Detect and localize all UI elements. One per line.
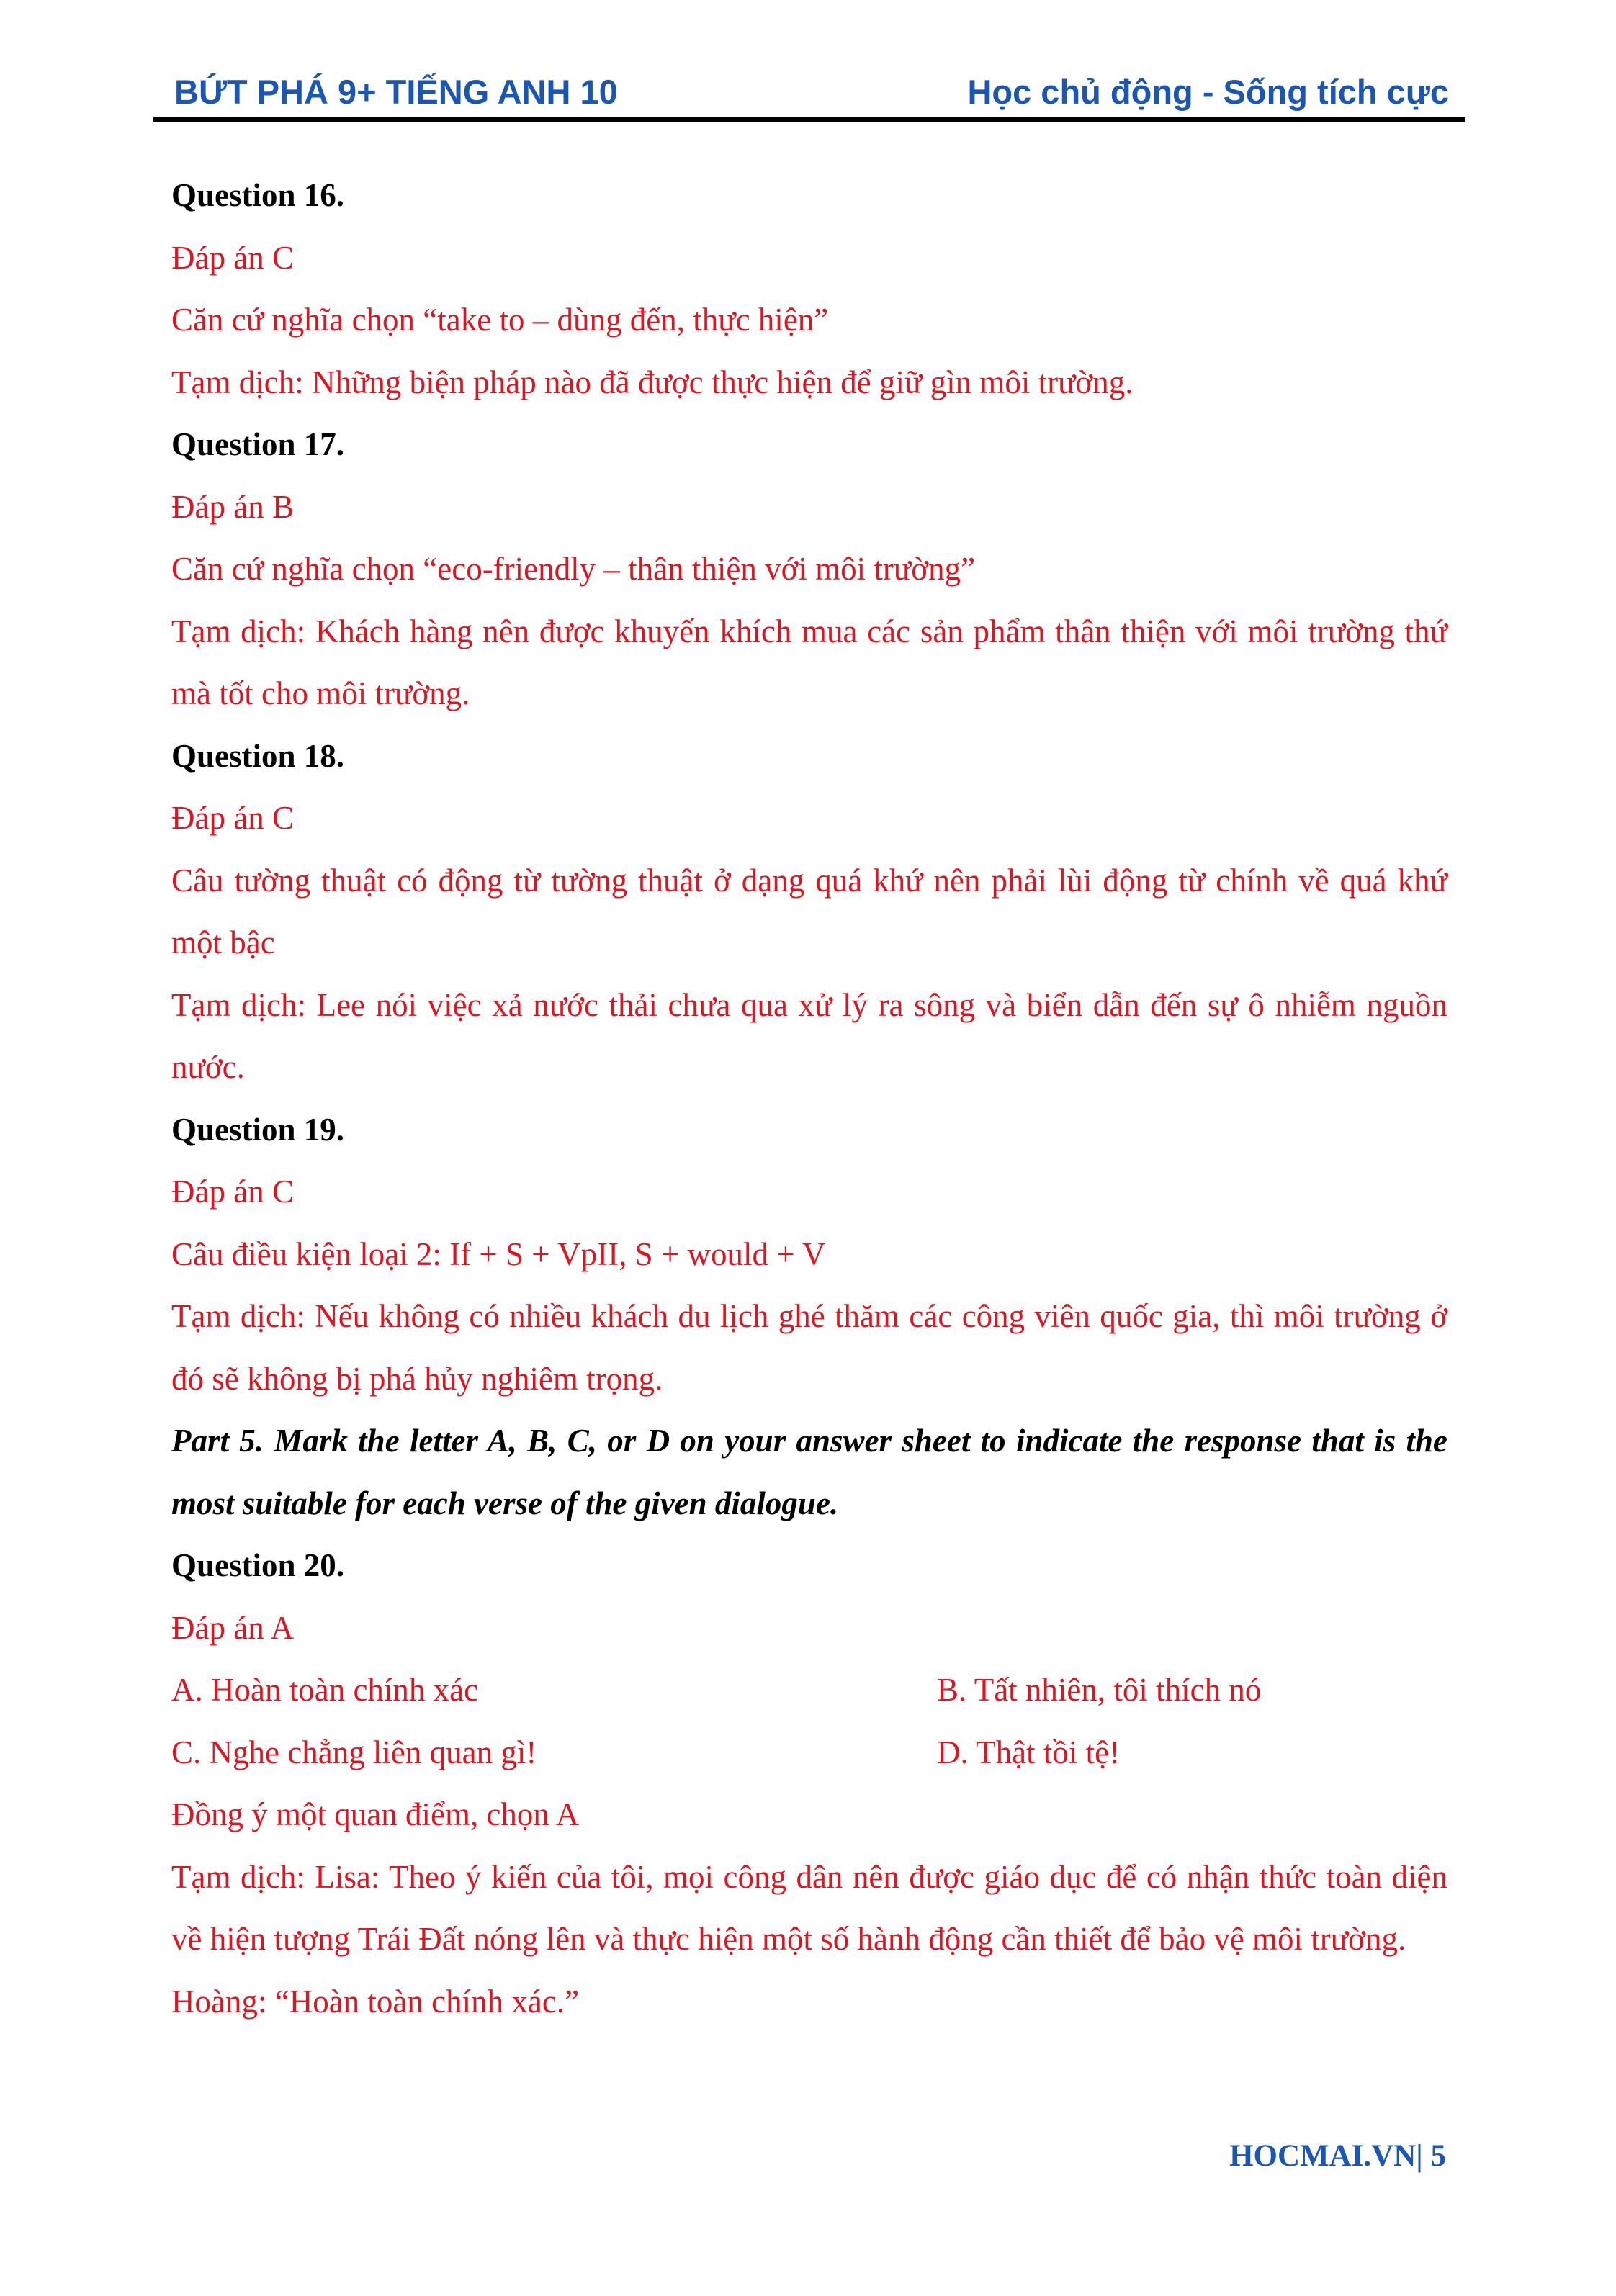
explanation: Câu điều kiện loại 2: If + S + VpII, S + would + V: [171, 1235, 826, 1272]
answer-key: Đáp án C: [171, 1174, 294, 1210]
translation: Tạm dịch: Khách hàng nên được khuyến khích mua các sản phẩm thân thiện với môi trường thứ mà tốt cho môi trường.: [171, 613, 1447, 711]
translation: Tạm dịch: Lisa: Theo ý kiến của tôi, mọi công dân nên được giáo dục để có nhận thức toàn diện về hiện tượng Trái Đất nóng lên và thực hiện một số hành động cần thiết để bảo vệ môi trường.: [171, 1858, 1447, 1957]
explanation: Câu tường thuật có động từ tường thuật ở dạng quá khứ nên phải lùi động từ chính về quá khứ một bậc: [171, 862, 1447, 960]
option-c: C. Nghe chẳng liên quan gì!: [171, 1734, 537, 1770]
slogan: Học chủ động - Sống tích cực: [967, 73, 1449, 111]
book-title: BỨT PHÁ 9+ TIẾNG ANH 10: [174, 73, 618, 111]
question-title: Question 18.: [171, 737, 345, 774]
translation: Tạm dịch: Lee nói việc xả nước thải chưa qua xử lý ra sông và biển dẫn đến sự ô nhiễm nguồn nước.: [171, 986, 1447, 1085]
page-footer: HOCMAI.VN| 5: [1229, 2139, 1446, 2173]
explanation: Đồng ý một quan điểm, chọn A: [171, 1796, 580, 1832]
translation: Tạm dịch: Nếu không có nhiều khách du lịch ghé thăm các công viên quốc gia, thì môi trường ở đó sẽ không bị phá hủy nghiêm trọng.: [171, 1298, 1447, 1397]
question-16: [171, 164, 1447, 413]
translation: Tạm dịch: Những biện pháp nào đã được thực hiện để giữ gìn môi trường.: [171, 364, 1134, 400]
header-divider: [153, 117, 1465, 122]
option-d: D. Thật tồi tệ!: [937, 1734, 1121, 1770]
option-a: A. Hoàn toàn chính xác: [171, 1672, 479, 1708]
answer-key: Đáp án B: [171, 488, 294, 525]
answer-key: Đáp án C: [171, 239, 294, 276]
answer-options: [171, 1659, 1447, 1783]
question-19: [171, 1099, 1447, 1410]
question-title: Question 19.: [171, 1111, 345, 1148]
question-20: [171, 1534, 1447, 2032]
dialogue-response: Hoàng: “Hoàn toàn chính xác.”: [171, 1983, 580, 2020]
question-title: Question 20.: [171, 1547, 345, 1583]
answer-key: Đáp án A: [171, 1609, 294, 1646]
question-title: Question 17.: [171, 426, 345, 462]
answer-key: Đáp án C: [171, 800, 294, 836]
explanation: Căn cứ nghĩa chọn “eco-friendly – thân thiện với môi trường”: [171, 551, 976, 587]
option-b: B. Tất nhiên, tôi thích nó: [937, 1672, 1262, 1708]
question-18: [171, 725, 1447, 1099]
question-title: Question 16.: [171, 177, 345, 213]
page-header: [153, 72, 1465, 115]
page-content: [171, 164, 1447, 2032]
question-17: [171, 413, 1447, 725]
explanation: Căn cứ nghĩa chọn “take to – dùng đến, thực hiện”: [171, 302, 829, 338]
part-5-instruction: Part 5. Mark the letter A, B, C, or D on your answer sheet to indicate the response that is the most suitable for each verse of the given dialogue.: [171, 1423, 1447, 1521]
